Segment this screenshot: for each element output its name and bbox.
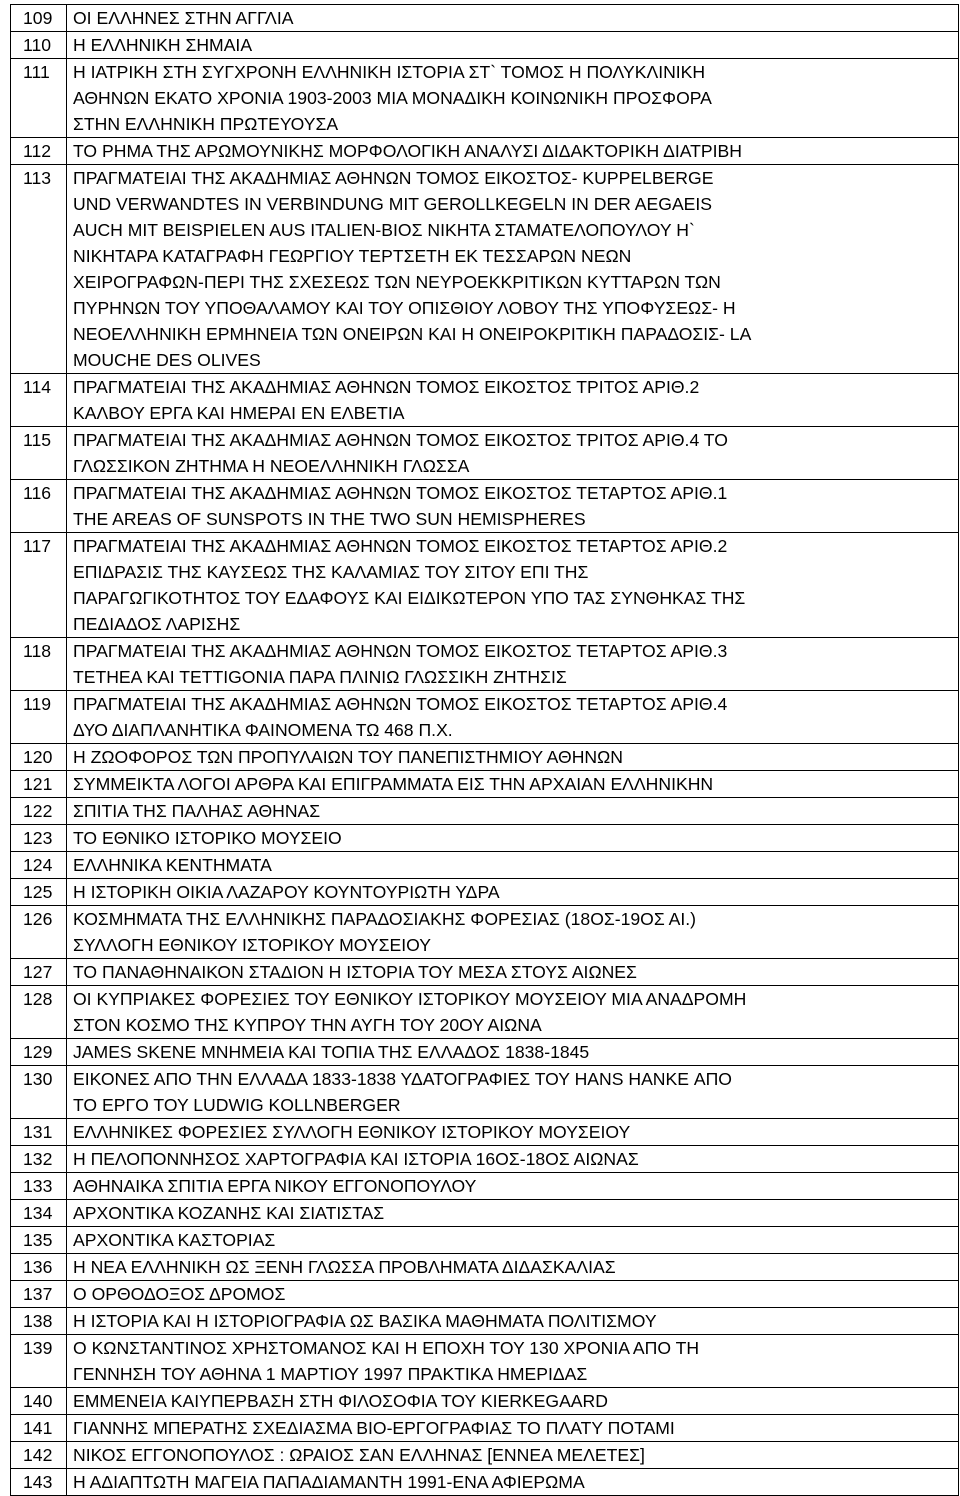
item-title: ΠΡΑΓΜΑΤΕΙΑΙ ΤΗΣ ΑΚΑΔΗΜΙΑΣ ΑΘΗΝΩΝ ΤΟΜΟΣ ΕΙΚΟΣΤΟΣ ΤΕΤΑΡΤΟΣ ΑΡΙΘ.2 ΕΠΙΔΡΑΣΙΣ ΤΗΣ ΚΑΥΣΕΩΣ ΤΗΣ ΚΑΛΑΜΙΑΣ ΤΟΥ ΣΙΤΟΥ ΕΠΙ ΤΗΣ ΠΑΡΑΓΩΓΙΚΟΤΗΤΟΣ ΤΟΥ ΕΔΑΦΟΥΣ ΚΑΙ ΕΙΔΙΚΩΤΕΡΟΝ ΥΠΟ ΤΑΣ ΣΥΝΘΗΚΑΣ ΤΗΣ ΠΕΔΙΑΔΟΣ ΛΑΡΙΣΗΣ (67, 533, 959, 638)
item-title: ΕΙΚΟΝΕΣ ΑΠΟ ΤΗΝ ΕΛΛΑΔΑ 1833-1838 ΥΔΑΤΟΓΡΑΦΙΕΣ ΤΟΥ HANS HANKE ΑΠΟ ΤΟ ΕΡΓΟ ΤΟΥ LUDWIG KOLLNBERGER (67, 1066, 959, 1119)
table-row (11, 798, 959, 825)
item-title: ΟΙ ΕΛΛΗΝΕΣ ΣΤΗΝ ΑΓΓΛΙΑ (67, 5, 959, 32)
item-number: 112 (11, 138, 67, 165)
table-row (11, 533, 959, 638)
item-title: ΠΡΑΓΜΑΤΕΙΑΙ ΤΗΣ ΑΚΑΔΗΜΙΑΣ ΑΘΗΝΩΝ ΤΟΜΟΣ ΕΙΚΟΣΤΟΣ ΤΡΙΤΟΣ ΑΡΙΘ.4 ΤΟ ΓΛΩΣΣΙΚΟΝ ΖΗΤΗΜΑ Η ΝΕΟΕΛΛΗΝΙΚΗ ΓΛΩΣΣΑ (67, 427, 959, 480)
item-title: ΕΜΜΕΝΕΙΑ ΚΑΙΥΠΕΡΒΑΣΗ ΣΤΗ ΦΙΛΟΣΟΦΙΑ ΤΟΥ KIERKEGAARD (67, 1388, 959, 1415)
table-row (11, 744, 959, 771)
item-number: 136 (11, 1254, 67, 1281)
table-row (11, 374, 959, 427)
item-title: ΠΡΑΓΜΑΤΕΙΑΙ ΤΗΣ ΑΚΑΔΗΜΙΑΣ ΑΘΗΝΩΝ ΤΟΜΟΣ ΕΙΚΟΣΤΟΣ ΤΕΤΑΡΤΟΣ ΑΡΙΘ.3 ΤΕΤΗΕΑ ΚΑΙ ΤΕΤΤΙGONIA ΠΑΡΑ ΠΛΙΝΙΩ ΓΛΩΣΣΙΚΗ ΖΗΤΗΣΙΣ (67, 638, 959, 691)
item-title: ΑΡΧΟΝΤΙΚΑ ΚΟΖΑΝΗΣ ΚΑΙ ΣΙΑΤΙΣΤΑΣ (67, 1200, 959, 1227)
table-row (11, 427, 959, 480)
table-row (11, 1254, 959, 1281)
table-row (11, 1415, 959, 1442)
table-row (11, 959, 959, 986)
table-row (11, 1039, 959, 1066)
item-title: ΣΥΜΜΕΙΚΤΑ ΛΟΓΟΙ ΑΡΘΡΑ ΚΑΙ ΕΠΙΓΡΑΜΜΑΤΑ ΕΙΣ ΤΗΝ ΑΡΧΑΙΑΝ ΕΛΛΗΝΙΚΗΝ (67, 771, 959, 798)
table-row (11, 1066, 959, 1119)
item-number: 121 (11, 771, 67, 798)
item-number: 142 (11, 1442, 67, 1469)
item-number: 117 (11, 533, 67, 638)
item-title: Η ΑΔΙΑΠΤΩΤΗ ΜΑΓΕΙΑ ΠΑΠΑΔΙΑΜΑΝΤΗ 1991-ΕΝΑ ΑΦΙΕΡΩΜΑ (67, 1469, 959, 1496)
table-row (11, 32, 959, 59)
item-title: Η ΙΑΤΡΙΚΗ ΣΤΗ ΣΥΓΧΡΟΝΗ ΕΛΛΗΝΙΚΗ ΙΣΤΟΡΙΑ ΣΤ` ΤΟΜΟΣ Η ΠΟΛΥΚΛΙΝΙΚΗ ΑΘΗΝΩΝ ΕΚΑΤΟ ΧΡΟΝΙΑ 1903-2003 ΜΙΑ ΜΟΝΑΔΙΚΗ ΚΟΙΝΩΝΙΚΗ ΠΡΟΣΦΟΡΑ ΣΤΗΝ ΕΛΛΗΝΙΚΗ ΠΡΩΤΕΥΟΥΣΑ (67, 59, 959, 138)
item-number: 133 (11, 1173, 67, 1200)
item-number: 122 (11, 798, 67, 825)
item-number: 141 (11, 1415, 67, 1442)
item-title: ΓΙΑΝΝΗΣ ΜΠΕΡΑΤΗΣ ΣΧΕΔΙΑΣΜΑ ΒΙΟ-ΕΡΓΟΓΡΑΦΙΑΣ ΤΟ ΠΛΑΤΥ ΠΟΤΑΜΙ (67, 1415, 959, 1442)
item-number: 140 (11, 1388, 67, 1415)
item-number: 111 (11, 59, 67, 138)
item-number: 143 (11, 1469, 67, 1496)
table-row (11, 986, 959, 1039)
item-title: ΑΘΗΝΑΙΚΑ ΣΠΙΤΙΑ ΕΡΓΑ ΝΙΚΟΥ ΕΓΓΟΝΟΠΟΥΛΟΥ (67, 1173, 959, 1200)
item-number: 138 (11, 1308, 67, 1335)
table-row (11, 1200, 959, 1227)
table-row (11, 638, 959, 691)
item-title: ΚΟΣΜΗΜΑΤΑ ΤΗΣ ΕΛΛΗΝΙΚΗΣ ΠΑΡΑΔΟΣΙΑΚΗΣ ΦΟΡΕΣΙΑΣ (18ΟΣ-19ΟΣ ΑΙ.) ΣΥΛΛΟΓΗ ΕΘΝΙΚΟΥ ΙΣΤΟΡΙΚΟΥ ΜΟΥΣΕΙΟΥ (67, 906, 959, 959)
item-number: 137 (11, 1281, 67, 1308)
item-number: 124 (11, 852, 67, 879)
table-row (11, 1281, 959, 1308)
item-title: ΤΟ ΕΘΝΙΚΟ ΙΣΤΟΡΙΚΟ ΜΟΥΣΕΙΟ (67, 825, 959, 852)
table-row (11, 1442, 959, 1469)
item-number: 134 (11, 1200, 67, 1227)
item-title: ΠΡΑΓΜΑΤΕΙΑΙ ΤΗΣ ΑΚΑΔΗΜΙΑΣ ΑΘΗΝΩΝ ΤΟΜΟΣ ΕΙΚΟΣΤΟΣ ΤΕΤΑΡΤΟΣ ΑΡΙΘ.4 ΔΥΟ ΔΙΑΠΛΑΝΗΤΙΚΑ ΦΑΙΝΟΜΕΝΑ ΤΩ 468 Π.Χ. (67, 691, 959, 744)
item-number: 119 (11, 691, 67, 744)
item-number: 115 (11, 427, 67, 480)
item-title: ΠΡΑΓΜΑΤΕΙΑΙ ΤΗΣ ΑΚΑΔΗΜΙΑΣ ΑΘΗΝΩΝ ΤΟΜΟΣ ΕΙΚΟΣΤΟΣ ΤΡΙΤΟΣ ΑΡΙΘ.2 ΚΑΛΒΟΥ ΕΡΓΑ ΚΑΙ ΗΜΕΡΑΙ ΕΝ ΕΛΒΕΤΙΑ (67, 374, 959, 427)
table-row (11, 771, 959, 798)
table-row (11, 1173, 959, 1200)
item-title: ΝΙΚΟΣ ΕΓΓΟΝΟΠΟΥΛΟΣ : ΩΡΑΙΟΣ ΣΑΝ ΕΛΛΗΝΑΣ [ΕΝΝΕΑ ΜΕΛΕΤΕΣ] (67, 1442, 959, 1469)
item-title: Ο ΚΩΝΣΤΑΝΤΙΝΟΣ ΧΡΗΣΤΟΜΑΝΟΣ ΚΑΙ Η ΕΠΟΧΗ ΤΟΥ 130 ΧΡΟΝΙΑ ΑΠΟ ΤΗ ΓΕΝΝΗΣΗ ΤΟΥ ΑΘΗΝΑ 1 ΜΑΡΤΙΟΥ 1997 ΠΡΑΚΤΙΚΑ ΗΜΕΡΙΔΑΣ (67, 1335, 959, 1388)
table-row (11, 1469, 959, 1496)
item-title: ΕΛΛΗΝΙΚΕΣ ΦΟΡΕΣΙΕΣ ΣΥΛΛΟΓΗ ΕΘΝΙΚΟΥ ΙΣΤΟΡΙΚΟΥ ΜΟΥΣΕΙΟΥ (67, 1119, 959, 1146)
item-number: 113 (11, 165, 67, 374)
item-number: 131 (11, 1119, 67, 1146)
item-title: ΣΠΙΤΙΑ ΤΗΣ ΠΑΛΗΑΣ ΑΘΗΝΑΣ (67, 798, 959, 825)
item-number: 125 (11, 879, 67, 906)
table-row (11, 59, 959, 138)
item-number: 127 (11, 959, 67, 986)
item-title: ΠΡΑΓΜΑΤΕΙΑΙ ΤΗΣ ΑΚΑΔΗΜΙΑΣ ΑΘΗΝΩΝ ΤΟΜΟΣ ΕΙΚΟΣΤΟΣ ΤΕΤΑΡΤΟΣ ΑΡΙΘ.1 THE AREAS OF SUNSPOTS IN THE TWO SUN HEMISPHERES (67, 480, 959, 533)
item-number: 128 (11, 986, 67, 1039)
item-number: 110 (11, 32, 67, 59)
item-title: Η ΙΣΤΟΡΙΚΗ ΟΙΚΙΑ ΛΑΖΑΡΟΥ ΚΟΥΝΤΟΥΡΙΩΤΗ ΥΔΡΑ (67, 879, 959, 906)
item-title: Η ΝΕΑ ΕΛΛΗΝΙΚΗ ΩΣ ΞΕΝΗ ΓΛΩΣΣΑ ΠΡΟΒΛΗΜΑΤΑ ΔΙΔΑΣΚΑΛΙΑΣ (67, 1254, 959, 1281)
table-row (11, 1146, 959, 1173)
item-title: Η ΕΛΛΗΝΙΚΗ ΣΗΜΑΙΑ (67, 32, 959, 59)
item-number: 116 (11, 480, 67, 533)
item-title: Η ΖΩΟΦΟΡΟΣ ΤΩΝ ΠΡΟΠΥΛΑΙΩΝ ΤΟΥ ΠΑΝΕΠΙΣΤΗΜΙΟΥ ΑΘΗΝΩΝ (67, 744, 959, 771)
item-number: 118 (11, 638, 67, 691)
table-row (11, 5, 959, 32)
item-number: 109 (11, 5, 67, 32)
item-number: 132 (11, 1146, 67, 1173)
item-title: ΟΙ ΚΥΠΡΙΑΚΕΣ ΦΟΡΕΣΙΕΣ ΤΟΥ ΕΘΝΙΚΟΥ ΙΣΤΟΡΙΚΟΥ ΜΟΥΣΕΙΟΥ ΜΙΑ ΑΝΑΔΡΟΜΗ ΣΤΟΝ ΚΟΣΜΟ ΤΗΣ ΚΥΠΡΟΥ ΤΗΝ ΑΥΓΗ ΤΟΥ 20ΟΥ ΑΙΩΝΑ (67, 986, 959, 1039)
item-number: 130 (11, 1066, 67, 1119)
table-row (11, 1308, 959, 1335)
item-title: ΤΟ ΠΑΝΑΘΗΝΑΙΚΟΝ ΣΤΑΔΙΟΝ Η ΙΣΤΟΡΙΑ ΤΟΥ ΜΕΣΑ ΣΤΟΥΣ ΑΙΩΝΕΣ (67, 959, 959, 986)
catalog-body (11, 5, 959, 1496)
item-title: ΤΟ ΡΗΜΑ ΤΗΣ ΑΡΩΜΟΥΝΙΚΗΣ ΜΟΡΦΟΛΟΓΙΚΗ ΑΝΑΛΥΣΙ ΔΙΔΑΚΤΟΡΙΚΗ ΔΙΑΤΡΙΒΗ (67, 138, 959, 165)
table-row (11, 1119, 959, 1146)
item-title: Ο ΟΡΘΟΔΟΞΟΣ ΔΡΟΜΟΣ (67, 1281, 959, 1308)
item-title: JAMES SKENE ΜΝΗΜΕΙΑ ΚΑΙ ΤΟΠΙΑ ΤΗΣ ΕΛΛΑΔΟΣ 1838-1845 (67, 1039, 959, 1066)
item-number: 139 (11, 1335, 67, 1388)
item-title: ΠΡΑΓΜΑΤΕΙΑΙ ΤΗΣ ΑΚΑΔΗΜΙΑΣ ΑΘΗΝΩΝ ΤΟΜΟΣ ΕΙΚΟΣΤΟΣ- KUPPELBERGE UND VERWANDTES IN VERBINDUNG MIT GEROLLKEGELN IN DER AEGAEIS AUCH MIT BEISPIELEN AUS ITALIEN-ΒΙΟΣ ΝΙΚΗΤΑ ΣΤΑΜΑΤΕΛΟΠΟΥΛΟΥ Η` ΝΙΚΗΤΑΡΑ ΚΑΤΑΓΡΑΦΗ ΓΕΩΡΓΙΟΥ ΤΕΡΤΣΕΤΗ ΕΚ ΤΕΣΣΑΡΩΝ ΝΕΩΝ ΧΕΙΡΟΓΡΑΦΩΝ-ΠΕΡΙ ΤΗΣ ΣΧΕΣΕΩΣ ΤΩΝ ΝΕΥΡΟΕΚΚΡΙΤΙΚΩΝ ΚΥΤΤΑΡΩΝ ΤΩΝ ΠΥΡΗΝΩΝ ΤΟΥ ΥΠΟΘΑΛΑΜΟΥ ΚΑΙ ΤΟΥ ΟΠΙΣΘΙΟΥ ΛΟΒΟΥ ΤΗΣ ΥΠΟΦΥΣΕΩΣ- Η ΝΕΟΕΛΛΗΝΙΚΗ ΕΡΜΗΝΕΙΑ ΤΩΝ ΟΝΕΙΡΩΝ ΚΑΙ Η ΟΝΕΙΡΟΚΡΙΤΙΚΗ ΠΑΡΑΔΟΣΙΣ- LA MOUCHE DES OLIVES (67, 165, 959, 374)
table-row (11, 852, 959, 879)
table-row (11, 906, 959, 959)
item-number: 129 (11, 1039, 67, 1066)
item-title: ΑΡΧΟΝΤΙΚΑ ΚΑΣΤΟΡΙΑΣ (67, 1227, 959, 1254)
table-row (11, 480, 959, 533)
item-title: Η ΙΣΤΟΡΙΑ ΚΑΙ Η ΙΣΤΟΡΙΟΓΡΑΦΙΑ ΩΣ ΒΑΣΙΚΑ ΜΑΘΗΜΑΤΑ ΠΟΛΙΤΙΣΜΟΥ (67, 1308, 959, 1335)
item-number: 126 (11, 906, 67, 959)
table-row (11, 691, 959, 744)
table-row (11, 1335, 959, 1388)
item-number: 135 (11, 1227, 67, 1254)
table-row (11, 879, 959, 906)
catalog-table (10, 4, 959, 1496)
item-number: 114 (11, 374, 67, 427)
table-row (11, 1388, 959, 1415)
table-row (11, 165, 959, 374)
item-title: ΕΛΛΗΝΙΚΑ ΚΕΝΤΗΜΑΤΑ (67, 852, 959, 879)
table-row (11, 138, 959, 165)
item-title: Η ΠΕΛΟΠΟΝΝΗΣΟΣ ΧΑΡΤΟΓΡΑΦΙΑ ΚΑΙ ΙΣΤΟΡΙΑ 16ΟΣ-18ΟΣ ΑΙΩΝΑΣ (67, 1146, 959, 1173)
item-number: 123 (11, 825, 67, 852)
table-row (11, 825, 959, 852)
table-row (11, 1227, 959, 1254)
item-number: 120 (11, 744, 67, 771)
